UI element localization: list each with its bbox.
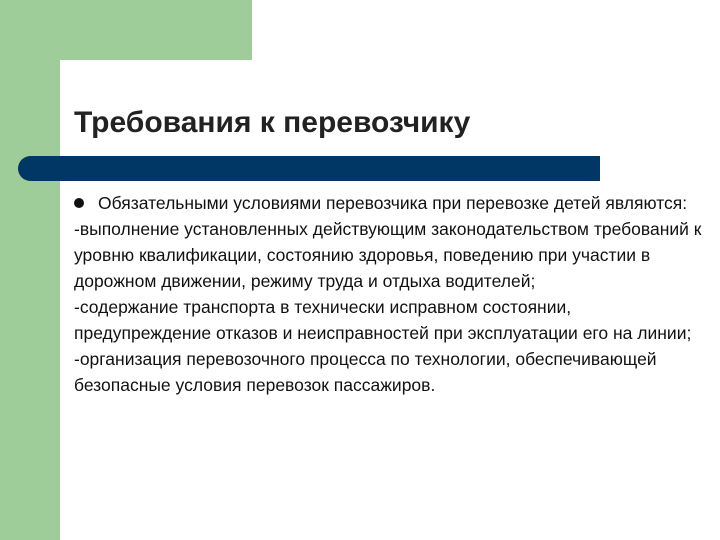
- bullet-item: [74, 190, 710, 216]
- slide-title: Требования к перевозчику: [74, 106, 471, 139]
- green-side-band: [0, 0, 60, 540]
- slide-body: [74, 190, 710, 398]
- paragraph-driver-requirements: -выполнение установленных действующим законодательством требований к уровню квалификации, состоянию здоровья, поведению при участии в дорожном движении, режиму труда и отдыха водителей;: [74, 219, 702, 291]
- bullet-text: Обязательными условиями перевозчика при перевозке детей являются:: [98, 193, 688, 213]
- paragraph-vehicle-maintenance: -содержание транспорта в технически исправном состоянии, предупреждение отказов и неисправностей при эксплуатации его на линии;: [74, 297, 692, 343]
- bullet-dot-icon: [74, 198, 84, 208]
- green-top-band: [0, 0, 252, 60]
- title-underline-bar: [18, 156, 600, 181]
- paragraph-transport-process: -организация перевозочного процесса по технологии, обеспечивающей безопасные условия перевозок пассажиров.: [74, 349, 657, 395]
